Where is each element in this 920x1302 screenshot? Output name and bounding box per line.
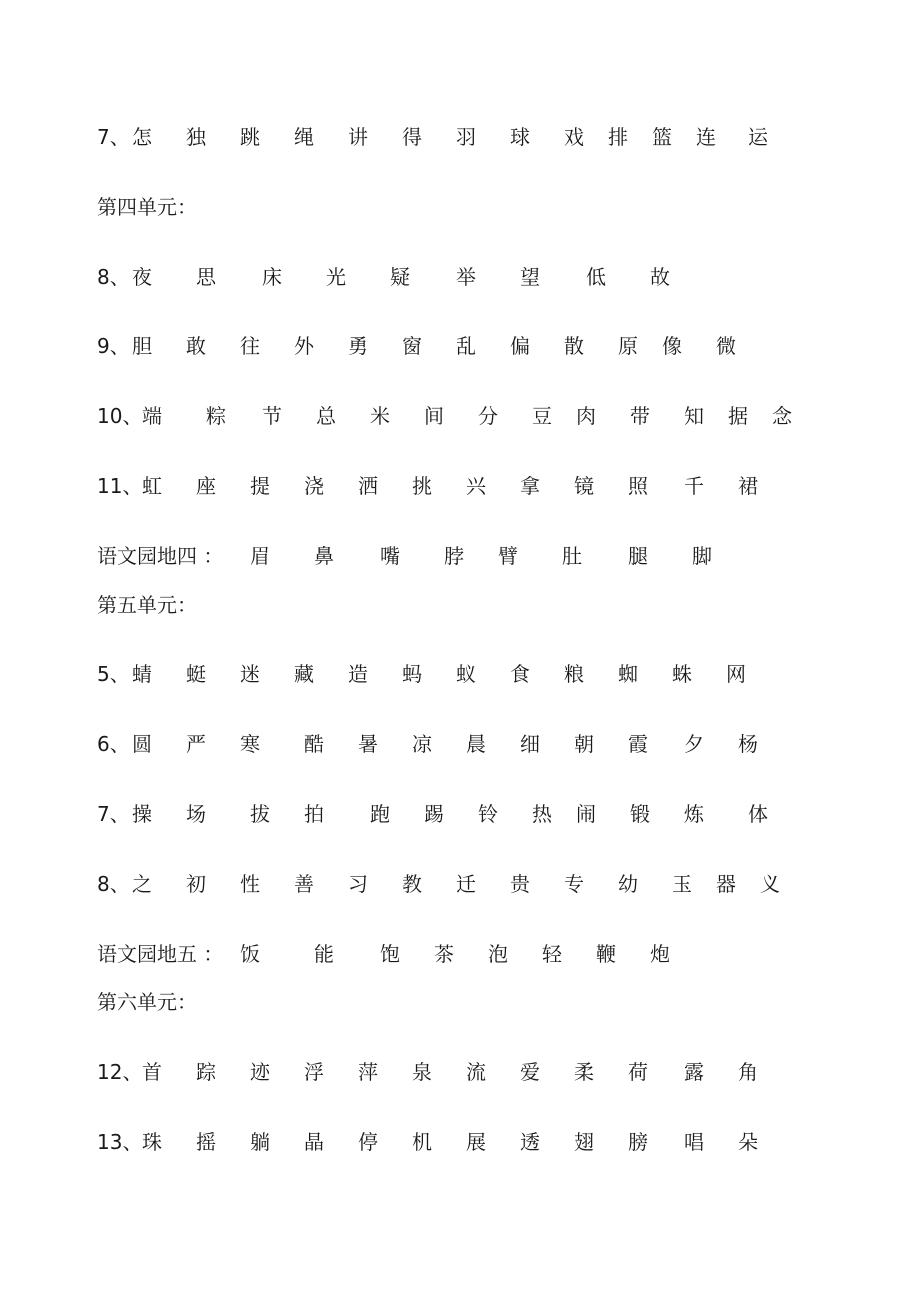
vocab-character: 萍 xyxy=(358,1060,378,1084)
vocab-character: 戏 xyxy=(564,125,584,149)
vocab-character: 像 xyxy=(662,334,682,358)
vocab-character: 轻 xyxy=(542,942,562,966)
vocab-character: 造 xyxy=(348,662,368,686)
vocab-character: 思 xyxy=(196,265,216,289)
vocab-character: 粽 xyxy=(206,404,226,428)
vocab-line xyxy=(97,799,920,829)
vocab-character: 得 xyxy=(402,125,422,149)
vocab-character: 迹 xyxy=(250,1060,270,1084)
unit-heading: 第六单元： xyxy=(97,990,197,1014)
vocab-line xyxy=(97,659,920,689)
vocab-character: 外 xyxy=(294,334,314,358)
vocab-character: 勇 xyxy=(348,334,368,358)
vocab-character: 食 xyxy=(510,662,530,686)
vocab-line xyxy=(97,401,920,431)
vocab-character: 蚁 xyxy=(456,662,476,686)
line-label: 语文园地四 ： xyxy=(97,544,224,568)
unit-heading: 第五单元： xyxy=(97,593,197,617)
vocab-character: 拿 xyxy=(520,474,540,498)
vocab-character: 细 xyxy=(520,732,540,756)
vocab-character: 跳 xyxy=(240,125,260,149)
vocab-character: 脖 xyxy=(444,544,464,568)
vocab-character: 操 xyxy=(132,802,152,826)
vocab-character: 窗 xyxy=(402,334,422,358)
vocab-character: 朝 xyxy=(574,732,594,756)
vocab-character: 摇 xyxy=(196,1130,216,1154)
vocab-line xyxy=(97,541,920,571)
vocab-line xyxy=(97,1057,920,1087)
vocab-character: 义 xyxy=(760,872,780,896)
vocab-character: 翅 xyxy=(574,1130,594,1154)
vocab-character: 低 xyxy=(586,265,606,289)
vocab-character: 爱 xyxy=(520,1060,540,1084)
vocab-character: 茶 xyxy=(434,942,454,966)
vocab-character: 微 xyxy=(716,334,736,358)
vocab-character: 机 xyxy=(412,1130,432,1154)
vocab-character: 嘴 xyxy=(380,544,400,568)
vocab-character: 杨 xyxy=(738,732,758,756)
vocab-character: 夜 xyxy=(132,265,152,289)
vocab-character: 鼻 xyxy=(314,544,334,568)
vocab-character: 跑 xyxy=(370,802,390,826)
vocab-character: 酷 xyxy=(304,732,324,756)
vocab-character: 故 xyxy=(650,265,670,289)
vocab-character: 踪 xyxy=(196,1060,216,1084)
vocab-character: 脚 xyxy=(692,544,712,568)
vocab-character: 蛛 xyxy=(672,662,692,686)
vocab-character: 朵 xyxy=(738,1130,758,1154)
vocab-line xyxy=(97,262,920,292)
line-label: 5、 xyxy=(97,662,130,686)
vocab-character: 独 xyxy=(186,125,206,149)
vocab-character: 迷 xyxy=(240,662,260,686)
vocab-character: 踢 xyxy=(424,802,444,826)
vocab-character: 挑 xyxy=(412,474,432,498)
unit-heading: 第四单元： xyxy=(97,195,197,219)
vocab-line xyxy=(97,729,920,759)
vocab-character: 球 xyxy=(510,125,530,149)
vocab-character: 节 xyxy=(262,404,282,428)
vocab-character: 敢 xyxy=(186,334,206,358)
vocab-character: 虹 xyxy=(142,474,162,498)
vocab-character: 唱 xyxy=(684,1130,704,1154)
vocab-character: 网 xyxy=(726,662,746,686)
vocab-character: 蚂 xyxy=(402,662,422,686)
vocab-character: 浮 xyxy=(304,1060,324,1084)
vocab-character: 镜 xyxy=(574,474,594,498)
vocab-character: 臂 xyxy=(498,544,518,568)
vocab-character: 晶 xyxy=(304,1130,324,1154)
vocab-character: 寒 xyxy=(240,732,260,756)
vocab-character: 锻 xyxy=(630,802,650,826)
vocab-character: 讲 xyxy=(348,125,368,149)
vocab-character: 望 xyxy=(520,265,540,289)
line-label: 10、 xyxy=(97,404,143,428)
vocab-character: 初 xyxy=(186,872,206,896)
vocab-character: 之 xyxy=(132,872,152,896)
vocab-character: 肚 xyxy=(562,544,582,568)
vocab-character: 夕 xyxy=(684,732,704,756)
vocab-character: 举 xyxy=(456,265,476,289)
line-label: 9、 xyxy=(97,334,130,358)
vocab-character: 能 xyxy=(314,942,334,966)
line-label: 语文园地五 ： xyxy=(97,942,224,966)
vocab-character: 拍 xyxy=(304,802,324,826)
vocab-character: 柔 xyxy=(574,1060,594,1084)
vocab-character: 首 xyxy=(142,1060,162,1084)
vocab-character: 拔 xyxy=(250,802,270,826)
vocab-character: 闹 xyxy=(576,802,596,826)
vocab-character: 千 xyxy=(684,474,704,498)
vocab-character: 躺 xyxy=(250,1130,270,1154)
vocab-character: 知 xyxy=(684,404,704,428)
vocab-character: 羽 xyxy=(456,125,476,149)
vocab-character: 炼 xyxy=(684,802,704,826)
vocab-line xyxy=(97,939,920,969)
vocab-character: 荷 xyxy=(628,1060,648,1084)
line-label: 8、 xyxy=(97,872,130,896)
vocab-line xyxy=(97,122,920,152)
vocab-character: 停 xyxy=(358,1130,378,1154)
vocab-character: 洒 xyxy=(358,474,378,498)
vocab-character: 膀 xyxy=(628,1130,648,1154)
vocab-character: 幼 xyxy=(618,872,638,896)
vocab-character: 带 xyxy=(630,404,650,428)
vocab-character: 粮 xyxy=(564,662,584,686)
vocab-character: 床 xyxy=(262,265,282,289)
vocab-character: 体 xyxy=(748,802,768,826)
vocab-character: 热 xyxy=(532,802,552,826)
vocab-character: 暑 xyxy=(358,732,378,756)
vocab-character: 豆 xyxy=(532,404,552,428)
vocab-character: 间 xyxy=(424,404,444,428)
vocab-character: 炮 xyxy=(650,942,670,966)
vocab-character: 性 xyxy=(240,872,260,896)
vocab-line xyxy=(97,1127,920,1157)
vocab-character: 蜻 xyxy=(132,662,152,686)
vocab-character: 偏 xyxy=(510,334,530,358)
vocab-character: 照 xyxy=(628,474,648,498)
vocab-character: 光 xyxy=(326,265,346,289)
vocab-character: 霞 xyxy=(628,732,648,756)
vocab-character: 晨 xyxy=(466,732,486,756)
vocab-character: 端 xyxy=(142,404,162,428)
vocab-character: 浇 xyxy=(304,474,324,498)
vocab-character: 藏 xyxy=(294,662,314,686)
vocab-character: 分 xyxy=(478,404,498,428)
vocab-character: 泉 xyxy=(412,1060,432,1084)
vocab-line xyxy=(97,331,920,361)
vocab-character: 铃 xyxy=(478,802,498,826)
vocab-character: 教 xyxy=(402,872,422,896)
vocab-character: 肉 xyxy=(576,404,596,428)
line-label: 8、 xyxy=(97,265,130,289)
vocab-character: 原 xyxy=(618,334,638,358)
vocab-character: 散 xyxy=(564,334,584,358)
vocab-character: 贵 xyxy=(510,872,530,896)
vocab-character: 据 xyxy=(728,404,748,428)
vocab-character: 器 xyxy=(716,872,736,896)
vocab-character: 角 xyxy=(738,1060,758,1084)
vocab-character: 流 xyxy=(466,1060,486,1084)
vocab-character: 裙 xyxy=(738,474,758,498)
vocab-character: 珠 xyxy=(142,1130,162,1154)
line-label: 13、 xyxy=(97,1130,143,1154)
vocab-character: 眉 xyxy=(250,544,270,568)
vocab-character: 排 xyxy=(608,125,628,149)
vocab-character: 连 xyxy=(696,125,716,149)
vocab-character: 腿 xyxy=(628,544,648,568)
vocab-character: 露 xyxy=(684,1060,704,1084)
line-label: 11、 xyxy=(97,474,143,498)
line-label: 7、 xyxy=(97,125,130,149)
line-label: 6、 xyxy=(97,732,130,756)
line-label: 12、 xyxy=(97,1060,143,1084)
vocab-character: 绳 xyxy=(294,125,314,149)
vocab-character: 圆 xyxy=(132,732,152,756)
vocab-character: 提 xyxy=(250,474,270,498)
vocab-character: 习 xyxy=(348,872,368,896)
vocab-character: 专 xyxy=(564,872,584,896)
vocab-character: 泡 xyxy=(488,942,508,966)
vocab-character: 蜘 xyxy=(618,662,638,686)
vocab-character: 怎 xyxy=(132,125,152,149)
vocab-character: 胆 xyxy=(132,334,152,358)
vocab-character: 座 xyxy=(196,474,216,498)
vocab-character: 总 xyxy=(316,404,336,428)
vocab-character: 饱 xyxy=(380,942,400,966)
vocab-character: 运 xyxy=(748,125,768,149)
vocab-character: 篮 xyxy=(652,125,672,149)
vocab-character: 念 xyxy=(772,404,792,428)
vocab-character: 饭 xyxy=(240,942,260,966)
vocab-character: 展 xyxy=(466,1130,486,1154)
vocab-character: 米 xyxy=(370,404,390,428)
vocab-character: 往 xyxy=(240,334,260,358)
vocab-character: 蜓 xyxy=(186,662,206,686)
vocab-character: 鞭 xyxy=(596,942,616,966)
vocab-line xyxy=(97,869,920,899)
vocab-character: 善 xyxy=(294,872,314,896)
vocab-character: 凉 xyxy=(412,732,432,756)
vocab-line xyxy=(97,471,920,501)
vocab-character: 场 xyxy=(186,802,206,826)
vocab-character: 严 xyxy=(186,732,206,756)
vocab-character: 乱 xyxy=(456,334,476,358)
vocab-character: 疑 xyxy=(390,265,410,289)
vocab-character: 透 xyxy=(520,1130,540,1154)
vocab-character: 玉 xyxy=(672,872,692,896)
vocab-character: 迁 xyxy=(456,872,476,896)
vocab-character: 兴 xyxy=(466,474,486,498)
line-label: 7、 xyxy=(97,802,130,826)
